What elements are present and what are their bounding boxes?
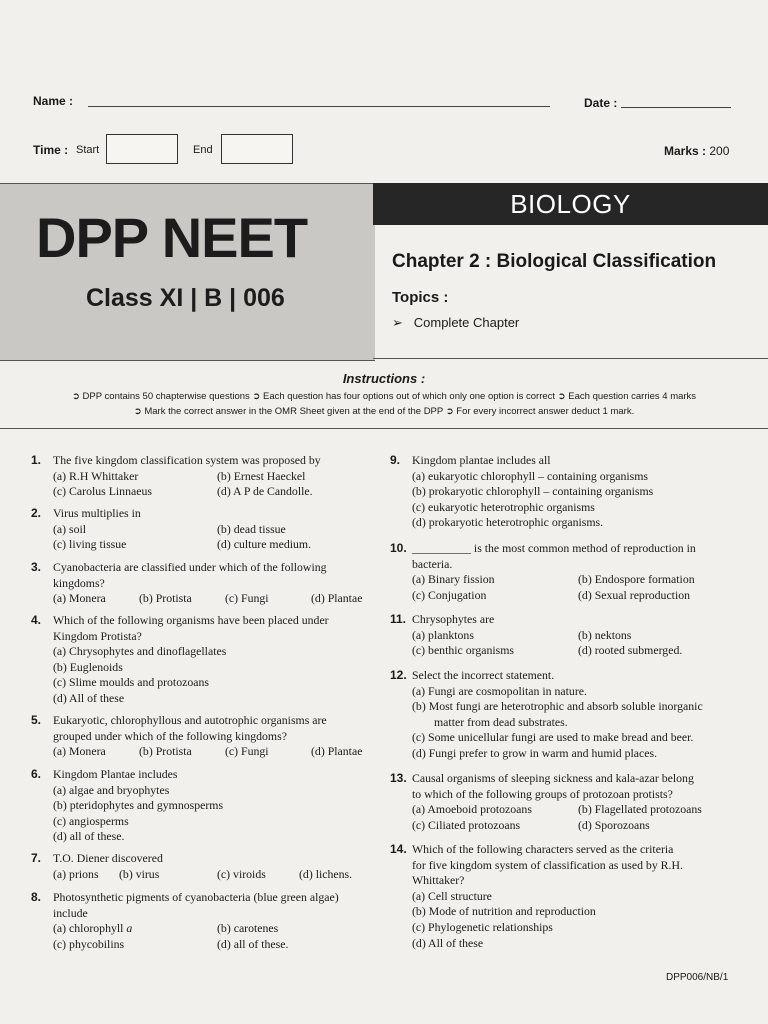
question-7 [31, 851, 373, 882]
option-a-italic: a [126, 921, 133, 936]
option-d[interactable]: (d) A P de Candolle. [217, 484, 313, 499]
option-b[interactable]: (b) prokaryotic chlorophyll – containing organisms [412, 484, 654, 499]
option-d[interactable]: (d) culture medium. [217, 537, 312, 552]
option-d[interactable]: (d) Plantae [311, 744, 363, 759]
question-1 [31, 453, 373, 500]
option-d[interactable]: (d) All of these [53, 690, 125, 705]
option-a[interactable]: (a) Fungi are cosmopolitan in nature. [412, 683, 587, 698]
question-2 [31, 506, 373, 553]
option-c[interactable]: (c) benthic organisms [412, 643, 514, 658]
question-6 [31, 767, 373, 845]
option-a[interactable]: (a) eukaryotic chlorophyll – containing organisms [412, 468, 648, 483]
question-text: Kingdom plantae includes all [412, 453, 551, 467]
question-text: Select the incorrect statement. [412, 668, 555, 682]
question-number: 1. [31, 453, 42, 467]
option-b-line-2: matter from dead substrates. [434, 714, 568, 729]
option-d[interactable]: (d) Sexual reproduction [578, 587, 691, 602]
subject-title: BIOLOGY [373, 183, 768, 225]
option-d[interactable]: (d) prokaryotic heterotrophic organisms. [412, 515, 604, 530]
option-b[interactable]: (b) carotenes [217, 921, 279, 936]
start-time-box[interactable] [106, 134, 178, 164]
page-footer-code: DPP006/NB/1 [666, 972, 729, 983]
option-c[interactable]: (c) Slime moulds and protozoans [53, 675, 209, 690]
option-a[interactable]: (a) soil [53, 521, 87, 536]
question-text-line-1: Which of the following characters served as the criteria [412, 842, 674, 856]
instructions-title: Instructions : [342, 371, 426, 386]
option-b[interactable] [412, 699, 742, 730]
question-number: 12. [390, 668, 407, 682]
option-a[interactable]: (a) planktons [412, 627, 474, 642]
question-3 [31, 560, 373, 607]
question-text-line-2: bacteria. [412, 556, 453, 571]
question-text-line-2: to which of the following groups of protozoan protists? [412, 786, 673, 801]
option-a[interactable]: (a) algae and bryophytes [53, 782, 170, 797]
question-number: 6. [31, 767, 42, 781]
name-field-line[interactable] [88, 106, 550, 107]
option-c[interactable]: (c) eukaryotic heterotrophic organisms [412, 499, 595, 514]
option-a[interactable]: (a) Monera [53, 591, 106, 606]
option-c[interactable]: (c) phycobilins [53, 936, 125, 951]
option-c[interactable]: (c) Fungi [225, 744, 269, 759]
option-b[interactable]: (b) Ernest Haeckel [217, 468, 306, 483]
banner-divider [373, 358, 768, 359]
question-text-line-2: include [53, 905, 88, 920]
question-text: T.O. Diener discovered [53, 851, 163, 865]
question-10 [390, 541, 737, 603]
question-4 [31, 613, 373, 707]
marks-label: Marks : [664, 144, 707, 158]
option-b[interactable]: (b) Euglenoids [53, 659, 123, 674]
option-b[interactable]: (b) Protista [139, 744, 192, 759]
instructions-title-text: Instructions [342, 371, 418, 386]
date-field-line[interactable] [621, 107, 731, 108]
question-number: 9. [390, 453, 401, 467]
question-text: Kingdom Plantae includes [53, 767, 178, 781]
question-number: 8. [31, 890, 42, 904]
question-text-line-1: is the most common method of reproduction in [470, 541, 696, 555]
question-text-line-2: Kingdom Protista? [53, 628, 142, 643]
option-d[interactable]: (d) lichens. [299, 866, 353, 881]
class-line: Class XI | B | 006 [86, 284, 285, 312]
question-number: 11. [390, 612, 407, 626]
option-c[interactable]: (c) living tissue [53, 537, 127, 552]
topic-item-label: Complete Chapter [413, 315, 520, 330]
option-d[interactable]: (d) Sporozoans [578, 817, 650, 832]
option-c[interactable]: (c) Carolus Linnaeus [53, 484, 152, 499]
answer-blank[interactable]: __________ [412, 541, 471, 555]
question-text: Chrysophytes are [412, 612, 495, 626]
option-c[interactable]: (c) Conjugation [412, 587, 487, 602]
question-text-line-1: Which of the following organisms have been placed under [53, 613, 329, 627]
option-c[interactable]: (c) Some unicellular fungi are used to make bread and beer. [412, 730, 694, 745]
option-b[interactable]: (b) dead tissue [217, 521, 286, 536]
question-text-line-1: Causal organisms of sleeping sickness and kala-azar belong [412, 771, 694, 785]
option-a[interactable]: (a) Monera [53, 744, 106, 759]
end-label: End [193, 144, 213, 156]
question-number: 7. [31, 851, 42, 865]
question-number: 4. [31, 613, 42, 627]
option-a[interactable]: (a) Cell structure [412, 888, 492, 903]
option-d[interactable]: (d) rooted submerged. [578, 643, 683, 658]
option-a[interactable]: (a) Binary fission [412, 572, 495, 587]
name-label: Name : [33, 94, 74, 108]
start-label: Start [76, 144, 100, 156]
marks [664, 144, 729, 158]
question-14 [390, 842, 737, 951]
topic-item [392, 315, 519, 331]
option-a[interactable] [53, 921, 217, 937]
option-b-line-1: (b) Most fungi are heterotrophic and absorb soluble inorganic [412, 699, 703, 714]
question-text-line-1: Eukaryotic, chlorophyllous and autotrophic organisms are [53, 713, 327, 727]
question-9 [390, 453, 737, 531]
end-time-box[interactable] [221, 134, 293, 164]
question-number: 3. [31, 560, 42, 574]
question-11 [390, 612, 737, 659]
question-text: Virus multiplies in [53, 506, 141, 520]
question-text-line-2: grouped under which of the following kingdoms? [53, 728, 287, 743]
question-number: 2. [31, 506, 42, 520]
instructions-line-2: ➲ Mark the correct answer in the OMR Sheet given at the end of the DPP ➲ For every incorrect answer deduct 1 mark. [133, 406, 635, 417]
option-c[interactable]: (c) Fungi [225, 591, 269, 606]
option-c[interactable]: (c) viroids [217, 866, 266, 881]
dpp-title: DPP NEET [36, 206, 308, 269]
question-8 [31, 890, 375, 952]
option-b[interactable]: (b) nektons [578, 627, 632, 642]
option-d[interactable]: (d) all of these. [53, 829, 125, 844]
question-number: 14. [390, 842, 407, 856]
question-text-line-1: Cyanobacteria are classified under which of the following [53, 560, 327, 574]
option-b[interactable]: (b) pteridophytes and gymnosperms [53, 798, 224, 813]
arrow-bullet-icon: ➢ [392, 316, 403, 331]
question-12 [390, 668, 742, 762]
time-label: Time : [33, 143, 69, 157]
option-b[interactable]: (b) virus [119, 866, 160, 881]
topics-label: Topics : [392, 289, 449, 306]
question-text-line-2: for five kingdom system of classification as used by R.H. [412, 857, 683, 872]
question-5 [31, 713, 373, 760]
question-text-line-1: Photosynthetic pigments of cyanobacteria (blue green algae) [53, 890, 339, 904]
option-c[interactable]: (c) Ciliated protozoans [412, 817, 521, 832]
question-number: 5. [31, 713, 42, 727]
option-b[interactable]: (b) Flagellated protozoans [578, 802, 702, 817]
option-b[interactable]: (b) Mode of nutrition and reproduction [412, 904, 596, 919]
question-text-line-2: kingdoms? [53, 575, 105, 590]
option-b[interactable]: (b) Protista [139, 591, 192, 606]
question-text: The five kingdom classification system was proposed by [53, 453, 321, 467]
option-d[interactable]: (d) all of these. [217, 936, 289, 951]
option-a-text: (a) chlorophyll [53, 921, 127, 936]
date-label: Date : [584, 96, 618, 110]
question-13 [390, 771, 737, 833]
instructions-divider [0, 428, 768, 429]
question-number: 13. [390, 771, 407, 785]
option-d[interactable]: (d) All of these [412, 935, 484, 950]
option-a[interactable]: (a) R.H Whittaker [53, 468, 139, 483]
question-text-line-3: Whittaker? [412, 873, 465, 888]
chapter-title: Chapter 2 : Biological Classification [392, 251, 717, 272]
option-c[interactable]: (c) Phylogenetic relationships [412, 919, 553, 934]
option-b[interactable]: (b) Endospore formation [578, 572, 695, 587]
option-c[interactable]: (c) angiosperms [53, 813, 129, 828]
marks-value: 200 [709, 144, 730, 158]
question-number: 10. [390, 541, 407, 555]
option-a[interactable]: (a) Amoeboid protozoans [412, 802, 532, 817]
instructions-line-1: ➲ DPP contains 50 chapterwise questions ➲ Each question has four options out of which only one option is correct ➲ Each question carries 4 marks [71, 391, 697, 402]
option-d[interactable]: (d) Plantae [311, 591, 363, 606]
option-a[interactable]: (a) Chrysophytes and dinoflagellates [53, 644, 227, 659]
option-d[interactable]: (d) Fungi prefer to grow in warm and humid places. [412, 745, 658, 760]
option-a[interactable]: (a) prions [53, 866, 99, 881]
